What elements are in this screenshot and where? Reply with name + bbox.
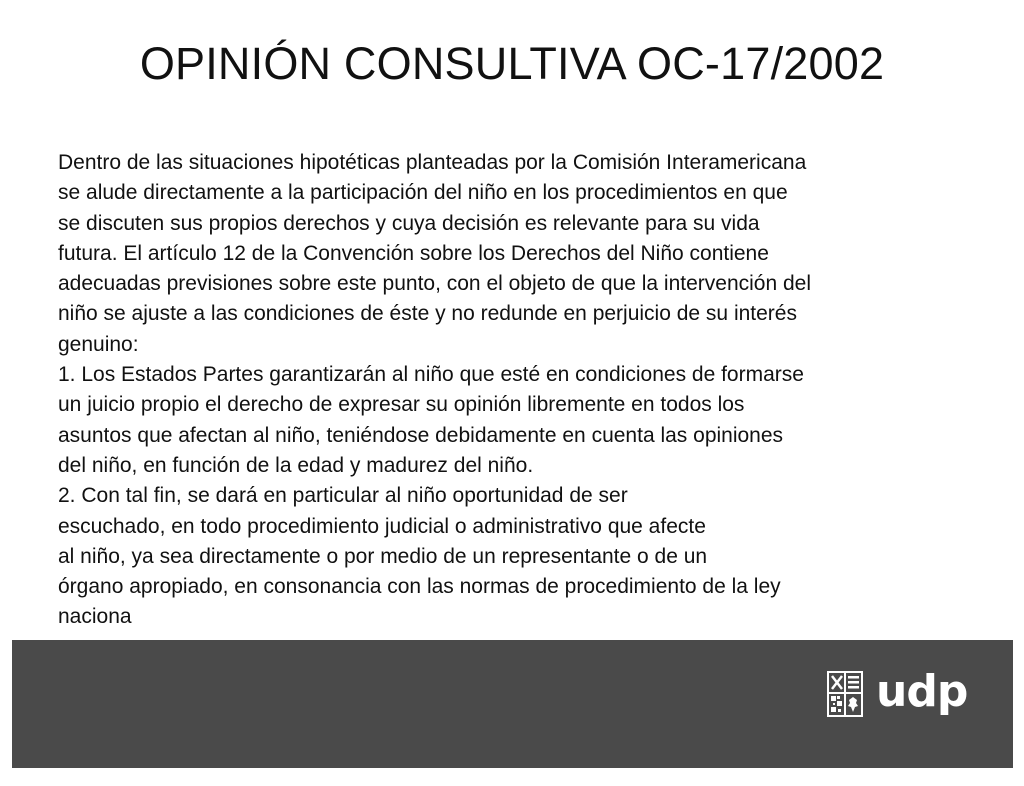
udp-logo (826, 668, 967, 720)
body-line: naciona (58, 605, 132, 629)
university-crest-icon (826, 670, 864, 718)
body-text (58, 148, 998, 633)
body-line: se discuten sus propios derechos y cuya decisión es relevante para su vida (58, 211, 760, 235)
udp-logo-text: udp (876, 666, 968, 717)
body-line: escuchado, en todo procedimiento judicial o administrativo que afecte (58, 514, 706, 538)
body-line: 1. Los Estados Partes garantizarán al niño que esté en condiciones de formarse (58, 363, 804, 387)
body-line: genuino: (58, 332, 139, 356)
body-line: al niño, ya sea directamente o por medio de un representante o de un (58, 544, 708, 568)
body-line: del niño, en función de la edad y madurez del niño. (58, 453, 534, 477)
body-line: un juicio propio el derecho de expresar su opinión libremente en todos los (58, 393, 745, 417)
body-line: adecuadas previsiones sobre este punto, con el objeto de que la intervención del (58, 272, 812, 296)
body-line: 2. Con tal fin, se dará en particular al niño oportunidad de ser (58, 484, 628, 508)
body-line: asuntos que afectan al niño, teniéndose debidamente en cuenta las opiniones (58, 423, 784, 447)
body-line: niño se ajuste a las condiciones de éste y no redunde en perjuicio de su interés (58, 302, 797, 326)
body-line: Dentro de las situaciones hipotéticas planteadas por la Comisión Interamericana (58, 151, 807, 174)
page-title: OPINIÓN CONSULTIVA OC-17/2002 (139, 38, 885, 89)
body-line: futura. El artículo 12 de la Convención sobre los Derechos del Niño contiene (58, 241, 769, 265)
body-line: órgano apropiado, en consonancia con las normas de procedimiento de la ley (58, 575, 781, 599)
body-line: se alude directamente a la participación del niño en los procedimientos en que (58, 181, 788, 205)
